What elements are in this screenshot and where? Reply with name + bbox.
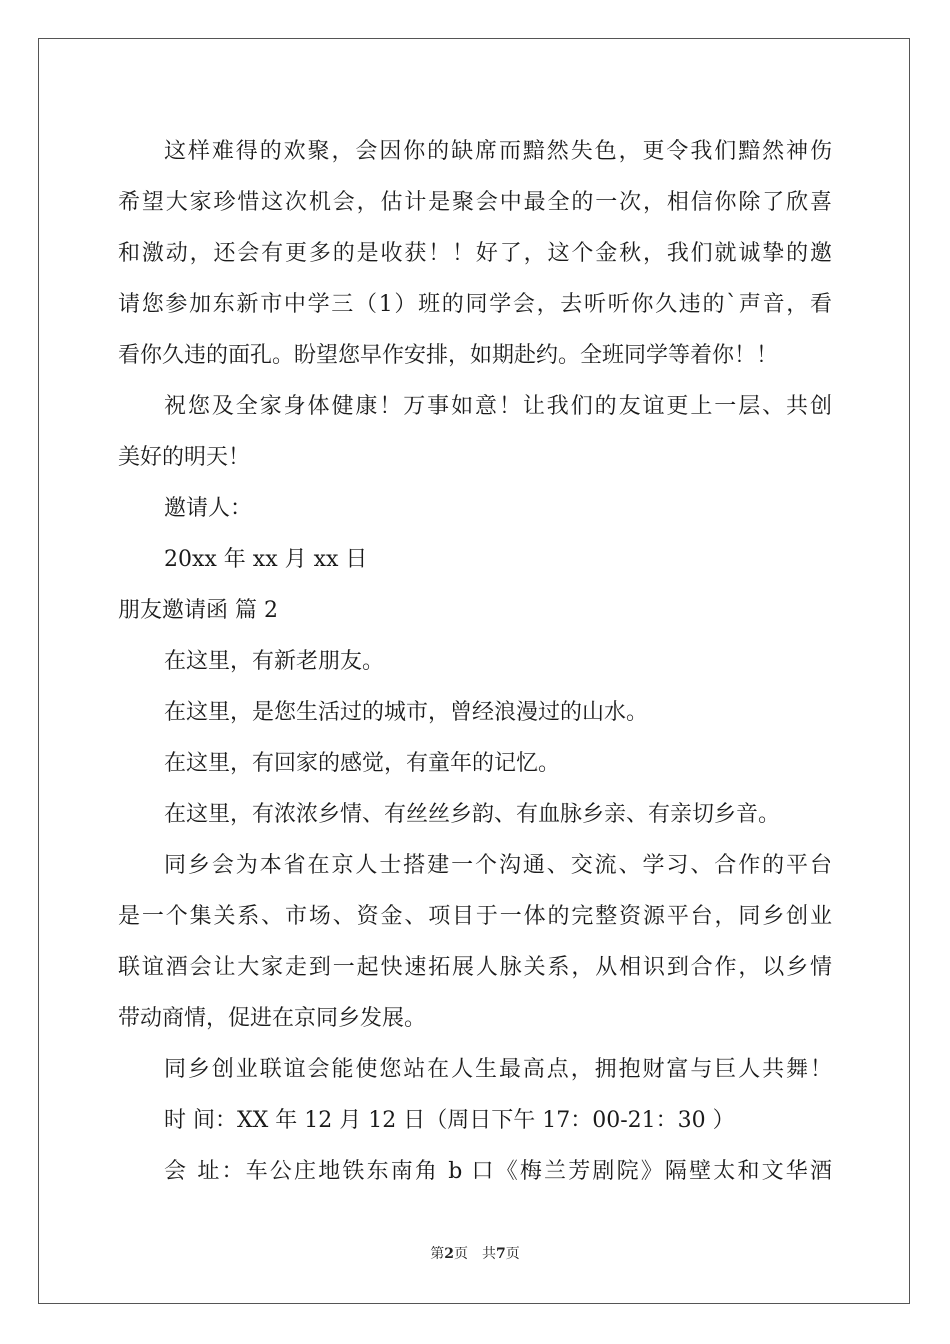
text-line: 看你久违的面孔。盼望您早作安排，如期赴约。全班同学等着你！！ bbox=[118, 343, 779, 368]
text-line: 在这里，有浓浓乡情、有丝丝乡韵、有血脉乡亲、有亲切乡音。 bbox=[164, 802, 781, 827]
text-line: 这样难得的欢聚，会因你的缺席而黯然失色，更令我们黯然神伤 bbox=[164, 139, 832, 164]
text-line: 在这里，有新老朋友。 bbox=[164, 649, 385, 674]
text-line: 是一个集关系、市场、资金、项目于一体的完整资源平台，同乡创业 bbox=[118, 904, 832, 929]
text-line: 邀请人： bbox=[164, 496, 253, 521]
text-line: 时 间：XX 年 12 月 12 日（周日下午 17：00-21：30 ） bbox=[164, 1108, 735, 1133]
text-line: 在这里，有回家的感觉，有童年的记忆。 bbox=[164, 751, 561, 776]
text-line: 会 址：车公庄地铁东南角 b 口《梅兰芳剧院》隔壁太和文华酒 bbox=[164, 1159, 832, 1184]
text-line: 希望大家珍惜这次机会，估计是聚会中最全的一次，相信你除了欣喜 bbox=[118, 190, 832, 215]
page-footer bbox=[0, 1244, 950, 1264]
text-line: 和激动，还会有更多的是收获！！好了，这个金秋，我们就诚挚的邀 bbox=[118, 241, 832, 266]
text-line: 联谊酒会让大家走到一起快速拓展人脉关系，从相识到合作，以乡情 bbox=[118, 955, 832, 980]
text-line: 带动商情，促进在京同乡发展。 bbox=[118, 1006, 427, 1031]
text-line: 在这里，是您生活过的城市，曾经浪漫过的山水。 bbox=[164, 700, 649, 725]
text-line: 请您参加东新市中学三（1）班的同学会，去听听你久违的`声音，看 bbox=[118, 292, 832, 317]
footer-total-suffix: 页 bbox=[505, 1246, 520, 1262]
text-line: 朋友邀请函 篇 2 bbox=[118, 598, 278, 623]
footer-total-prefix: 共 bbox=[482, 1246, 496, 1262]
text-line: 20xx 年 xx 月 xx 日 bbox=[164, 547, 368, 572]
text-line: 美好的明天！ bbox=[118, 445, 251, 470]
footer-page-number: 2 bbox=[444, 1246, 454, 1262]
footer-total-pages: 7 bbox=[496, 1246, 506, 1262]
footer-prefix: 第 bbox=[430, 1246, 445, 1262]
footer-page-suffix: 页 bbox=[454, 1246, 468, 1262]
document-body bbox=[118, 126, 832, 1197]
text-line: 祝您及全家身体健康！万事如意！让我们的友谊更上一层、共创 bbox=[164, 394, 832, 419]
text-line: 同乡会为本省在京人士搭建一个沟通、交流、学习、合作的平台 bbox=[164, 853, 832, 878]
text-line: 同乡创业联谊会能使您站在人生最高点，拥抱财富与巨人共舞！ bbox=[164, 1057, 832, 1082]
